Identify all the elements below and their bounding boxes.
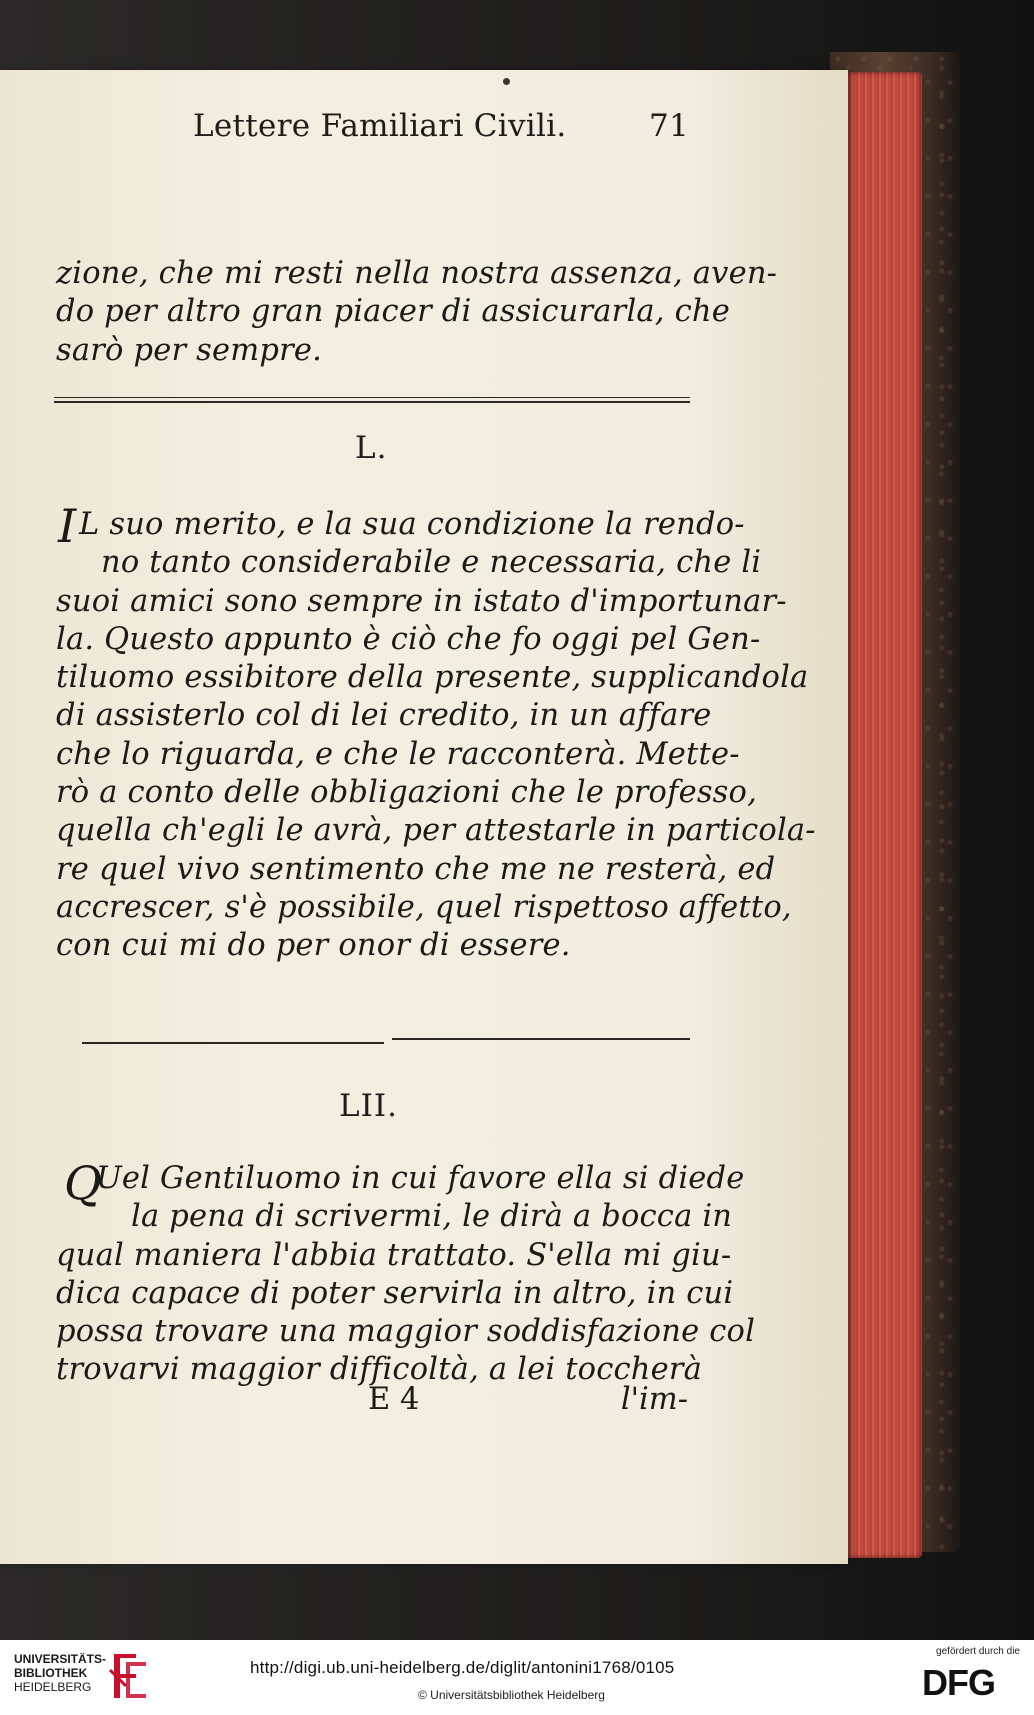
text-line: possa trovare una maggior soddisfazione col: [56, 1314, 756, 1350]
library-name-line: UNIVERSITÄTS-: [14, 1652, 107, 1666]
signature-mark: E 4: [368, 1382, 420, 1417]
ink-spot: [503, 78, 510, 85]
text-line: rò a conto delle obbligazioni che le professo,: [56, 775, 757, 811]
text-line: sarò per sempre.: [56, 332, 322, 368]
text-line: suoi amici sono sempre in istato d'importunar-: [56, 583, 787, 619]
letter-l-body: [56, 506, 816, 966]
page-number: 71: [648, 108, 689, 144]
running-head-title: Lettere Familiari Civili.: [193, 108, 567, 144]
library-name: [14, 1652, 106, 1694]
text-line: qual maniera l'abbia trattato. S'ella mi giu-: [56, 1237, 732, 1273]
letter-heading-l: L.: [355, 430, 388, 466]
library-name-line: HEIDELBERG: [14, 1680, 92, 1694]
catchword: l'im-: [620, 1382, 688, 1417]
letter-lii-body: [56, 1156, 756, 1390]
text-line: zione, che mi resti nella nostra assenza, aven-: [56, 256, 778, 291]
text-line: Uel Gentiluomo in cui favore ella si diede: [96, 1161, 745, 1196]
funder-logo[interactable]: [914, 1646, 1026, 1710]
text-line: con cui mi do per onor di essere.: [56, 928, 571, 964]
text-line: accrescer, s'è possibile, quel rispettoso affetto,: [56, 889, 792, 925]
permalink-url[interactable]: http://digi.ub.uni-heidelberg.de/diglit/antonini1768/0105: [250, 1658, 675, 1677]
letter-heading-lii: LII.: [339, 1088, 398, 1124]
dfg-logo-text: DFG: [922, 1662, 995, 1703]
section-divider-right: [392, 1038, 690, 1040]
text-line: re quel vivo sentimento che me ne resterà, ed: [56, 851, 776, 887]
red-page-edges: [846, 72, 922, 1558]
continuation-text: [56, 255, 778, 370]
library-name-line: BIBLIOTHEK: [14, 1666, 88, 1680]
library-logo[interactable]: [14, 1650, 146, 1706]
drop-cap: I: [58, 499, 77, 553]
section-divider: [54, 397, 690, 403]
text-line: dica capace di poter servirla in altro, in cui: [56, 1275, 734, 1311]
running-head: [193, 108, 689, 148]
footer-bar: [0, 1640, 1034, 1715]
text-line: quella ch'egli le avrà, per attestarle in particola-: [56, 813, 816, 849]
text-line: la pena di scrivermi, le dirà a bocca in: [131, 1199, 733, 1235]
section-divider-left: [82, 1042, 384, 1044]
drop-cap: Q: [64, 1156, 102, 1210]
text-line: no tanto considerabile e necessaria, che li: [101, 545, 762, 581]
signature-line: [56, 1382, 688, 1422]
text-line: tiluomo essibitore della presente, supplicandola: [56, 660, 809, 696]
text-line: do per altro gran piacer di assicurarla, che: [56, 294, 730, 330]
funding-caption: gefördert durch die: [936, 1646, 1020, 1657]
library-emblem-icon: [106, 1650, 150, 1702]
copyright-notice: © Universitätsbibliothek Heidelberg: [418, 1688, 605, 1702]
text-line: che lo riguarda, e che le racconterà. Mette-: [56, 736, 740, 772]
text-line: trovarvi maggior difficoltà, a lei toccherà: [56, 1352, 703, 1388]
text-line: L suo merito, e la sua condizione la rendo-: [79, 507, 745, 542]
text-line: di assisterlo col di lei credito, in un affare: [56, 698, 712, 734]
text-line: la. Questo appunto è ciò che fo oggi pel Gen-: [56, 621, 761, 657]
